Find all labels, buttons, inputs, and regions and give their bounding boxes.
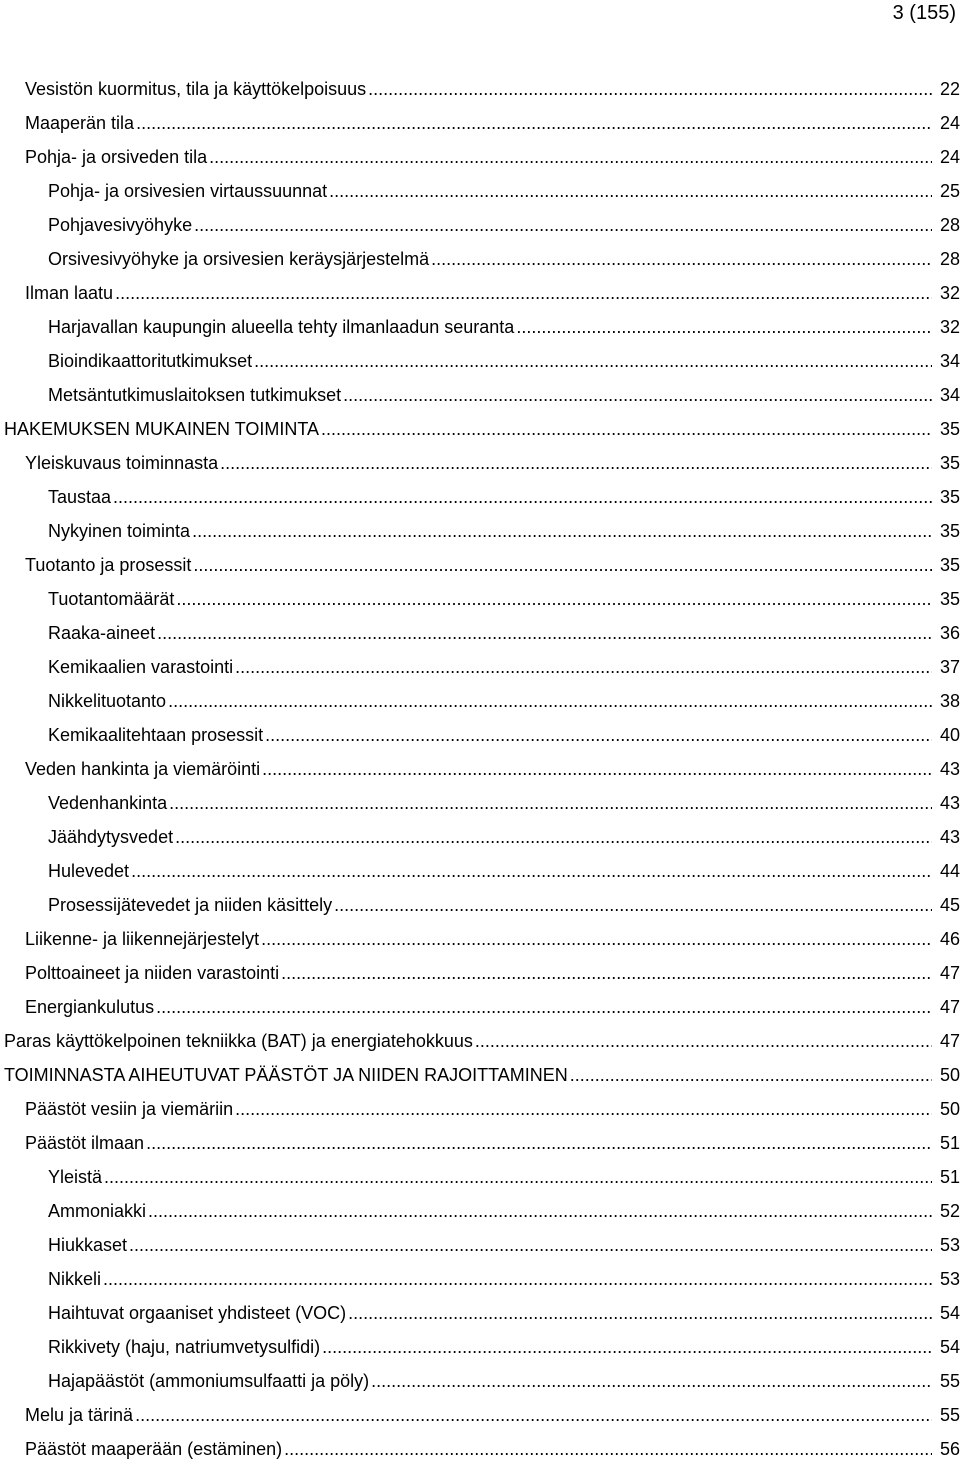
toc-entry[interactable] <box>0 684 960 718</box>
toc-entry-page: 44 <box>939 861 960 881</box>
toc-entry-title: Taustaa <box>48 487 112 507</box>
toc-entry-title: Melu ja tärinä <box>25 1405 134 1425</box>
toc-dot-leader <box>157 616 932 650</box>
toc-entry-page: 43 <box>939 759 960 779</box>
toc-entry-title: Vesistön kuormitus, tila ja käyttökelpoisuus <box>25 79 367 99</box>
toc-dot-leader <box>322 1330 932 1364</box>
toc-dot-leader <box>192 514 932 548</box>
toc-entry[interactable] <box>0 480 960 514</box>
toc-entry-title: Hajapäästöt (ammoniumsulfaatti ja pöly) <box>48 1371 370 1391</box>
toc-entry-title: Pohja- ja orsiveden tila <box>25 147 208 167</box>
toc-entry[interactable] <box>0 752 960 786</box>
toc-entry[interactable] <box>0 582 960 616</box>
toc-dot-leader <box>329 174 932 208</box>
toc-entry-title: Prosessijätevedet ja niiden käsittely <box>48 895 333 915</box>
toc-dot-leader <box>281 956 932 990</box>
table-of-contents <box>0 72 960 1466</box>
toc-entry-title: Nikkelituotanto <box>48 691 167 711</box>
toc-entry-page: 35 <box>939 487 960 507</box>
toc-dot-leader <box>284 1432 932 1466</box>
toc-entry[interactable] <box>0 140 960 174</box>
toc-dot-leader <box>169 786 932 820</box>
toc-entry-title: Nikkeli <box>48 1269 102 1289</box>
toc-dot-leader <box>209 140 932 174</box>
toc-entry-title: Polttoaineet ja niiden varastointi <box>25 963 280 983</box>
toc-entry-page: 47 <box>939 997 960 1017</box>
toc-entry-page: 34 <box>939 351 960 371</box>
toc-entry-title: Raaka-aineet <box>48 623 156 643</box>
toc-entry[interactable] <box>0 344 960 378</box>
toc-dot-leader <box>113 480 932 514</box>
toc-entry[interactable] <box>0 242 960 276</box>
toc-entry[interactable] <box>0 1160 960 1194</box>
toc-dot-leader <box>254 344 932 378</box>
toc-entry[interactable] <box>0 718 960 752</box>
toc-entry-title: Energiankulutus <box>25 997 155 1017</box>
toc-entry-page: 47 <box>939 1031 960 1051</box>
toc-entry-page: 28 <box>939 215 960 235</box>
toc-entry-page: 35 <box>939 521 960 541</box>
toc-entry-page: 35 <box>939 589 960 609</box>
toc-entry[interactable] <box>0 956 960 990</box>
toc-entry-page: 35 <box>939 555 960 575</box>
toc-dot-leader <box>334 888 932 922</box>
toc-entry[interactable] <box>0 276 960 310</box>
toc-entry-page: 32 <box>939 283 960 303</box>
toc-entry-page: 43 <box>939 793 960 813</box>
toc-dot-leader <box>194 208 932 242</box>
toc-dot-leader <box>103 1262 932 1296</box>
toc-entry-title: HAKEMUKSEN MUKAINEN TOIMINTA <box>4 419 320 439</box>
toc-entry[interactable] <box>0 174 960 208</box>
toc-entry-title: Kemikaalitehtaan prosessit <box>48 725 264 745</box>
toc-entry-title: Ammoniakki <box>48 1201 147 1221</box>
toc-entry[interactable] <box>0 1228 960 1262</box>
toc-entry[interactable] <box>0 310 960 344</box>
toc-entry[interactable] <box>0 1092 960 1126</box>
toc-entry-page: 35 <box>939 453 960 473</box>
toc-entry[interactable] <box>0 412 960 446</box>
toc-entry-title: Orsivesivyöhyke ja orsivesien keräysjärjestelmä <box>48 249 430 269</box>
toc-entry-title: Päästöt maaperään (estäminen) <box>25 1439 283 1459</box>
toc-dot-leader <box>135 1398 932 1432</box>
toc-entry[interactable] <box>0 72 960 106</box>
toc-entry-page: 35 <box>939 419 960 439</box>
toc-dot-leader <box>146 1126 932 1160</box>
toc-entry-page: 28 <box>939 249 960 269</box>
toc-dot-leader <box>516 310 932 344</box>
toc-entry-page: 51 <box>939 1133 960 1153</box>
toc-entry[interactable] <box>0 990 960 1024</box>
toc-entry-page: 51 <box>939 1167 960 1187</box>
toc-entry-title: Vedenhankinta <box>48 793 168 813</box>
toc-entry-title: Yleistä <box>48 1167 103 1187</box>
toc-dot-leader <box>235 650 932 684</box>
toc-entry[interactable] <box>0 548 960 582</box>
toc-entry-page: 40 <box>939 725 960 745</box>
toc-entry-page: 24 <box>939 113 960 133</box>
toc-entry-page: 55 <box>939 1371 960 1391</box>
toc-entry-page: 45 <box>939 895 960 915</box>
toc-entry-title: Pohja- ja orsivesien virtaussuunnat <box>48 181 328 201</box>
toc-dot-leader <box>431 242 932 276</box>
toc-entry-page: 37 <box>939 657 960 677</box>
toc-entry[interactable] <box>0 1398 960 1432</box>
toc-entry-title: Hiukkaset <box>48 1235 128 1255</box>
toc-dot-leader <box>220 446 932 480</box>
toc-entry-page: 46 <box>939 929 960 949</box>
toc-entry-page: 24 <box>939 147 960 167</box>
toc-entry-page: 47 <box>939 963 960 983</box>
toc-entry-title: Ilman laatu <box>25 283 114 303</box>
toc-entry[interactable] <box>0 208 960 242</box>
toc-entry[interactable] <box>0 1058 960 1092</box>
toc-entry[interactable] <box>0 1330 960 1364</box>
toc-dot-leader <box>131 854 932 888</box>
toc-dot-leader <box>475 1024 932 1058</box>
toc-entry[interactable] <box>0 378 960 412</box>
toc-entry-title: Yleiskuvaus toiminnasta <box>25 453 219 473</box>
toc-dot-leader <box>168 684 932 718</box>
toc-entry-page: 54 <box>939 1303 960 1323</box>
toc-dot-leader <box>129 1228 932 1262</box>
toc-entry-page: 53 <box>939 1235 960 1255</box>
toc-entry-page: 52 <box>939 1201 960 1221</box>
toc-entry-page: 34 <box>939 385 960 405</box>
toc-entry-title: Jäähdytysvedet <box>48 827 174 847</box>
toc-entry-page: 53 <box>939 1269 960 1289</box>
toc-entry-title: Metsäntutkimuslaitoksen tutkimukset <box>48 385 342 405</box>
toc-entry[interactable] <box>0 1364 960 1398</box>
toc-entry-title: Tuotantomäärät <box>48 589 175 609</box>
toc-dot-leader <box>371 1364 932 1398</box>
toc-dot-leader <box>115 276 932 310</box>
toc-dot-leader <box>261 922 932 956</box>
toc-entry-page: 56 <box>939 1439 960 1459</box>
toc-entry-title: Tuotanto ja prosessit <box>25 555 192 575</box>
toc-entry[interactable] <box>0 1126 960 1160</box>
toc-dot-leader <box>156 990 932 1024</box>
toc-entry-title: Haihtuvat orgaaniset yhdisteet (VOC) <box>48 1303 347 1323</box>
toc-entry-title: TOIMINNASTA AIHEUTUVAT PÄÄSTÖT JA NIIDEN RAJOITTAMINEN <box>4 1065 568 1085</box>
toc-entry-title: Harjavallan kaupungin alueella tehty ilmanlaadun seuranta <box>48 317 515 337</box>
toc-entry-title: Päästöt ilmaan <box>25 1133 145 1153</box>
toc-entry-page: 36 <box>939 623 960 643</box>
toc-entry-title: Liikenne- ja liikennejärjestelyt <box>25 929 260 949</box>
toc-entry[interactable] <box>0 514 960 548</box>
toc-dot-leader <box>265 718 932 752</box>
toc-entry-title: Hulevedet <box>48 861 130 881</box>
toc-entry-title: Veden hankinta ja viemäröinti <box>25 759 261 779</box>
toc-entry-title: Nykyinen toiminta <box>48 521 191 541</box>
toc-entry[interactable] <box>0 854 960 888</box>
toc-entry-title: Bioindikaattoritutkimukset <box>48 351 253 371</box>
toc-entry-page: 22 <box>939 79 960 99</box>
toc-entry[interactable] <box>0 1262 960 1296</box>
toc-entry-page: 50 <box>939 1099 960 1119</box>
toc-entry[interactable] <box>0 1296 960 1330</box>
toc-dot-leader <box>262 752 932 786</box>
toc-dot-leader <box>176 582 932 616</box>
toc-entry-title: Paras käyttökelpoinen tekniikka (BAT) ja energiatehokkuus <box>4 1031 473 1051</box>
toc-entry-title: Päästöt vesiin ja viemäriin <box>25 1099 234 1119</box>
toc-dot-leader <box>175 820 932 854</box>
toc-entry[interactable] <box>0 650 960 684</box>
toc-dot-leader <box>136 106 932 140</box>
toc-dot-leader <box>193 548 932 582</box>
toc-entry[interactable] <box>0 446 960 480</box>
toc-entry-page: 38 <box>939 691 960 711</box>
toc-entry-title: Pohjavesivyöhyke <box>48 215 193 235</box>
toc-entry-title: Rikkivety (haju, natriumvetysulfidi) <box>48 1337 321 1357</box>
toc-dot-leader <box>235 1092 932 1126</box>
toc-dot-leader <box>348 1296 932 1330</box>
toc-entry-page: 25 <box>939 181 960 201</box>
toc-dot-leader <box>148 1194 932 1228</box>
toc-entry-page: 32 <box>939 317 960 337</box>
toc-entry[interactable] <box>0 820 960 854</box>
toc-entry[interactable] <box>0 786 960 820</box>
toc-entry[interactable] <box>0 1432 960 1466</box>
toc-dot-leader <box>368 72 932 106</box>
toc-entry-title: Kemikaalien varastointi <box>48 657 234 677</box>
toc-dot-leader <box>570 1058 932 1092</box>
toc-dot-leader <box>321 412 932 446</box>
toc-entry[interactable] <box>0 1194 960 1228</box>
toc-entry-page: 50 <box>939 1065 960 1085</box>
toc-entry[interactable] <box>0 1024 960 1058</box>
toc-entry[interactable] <box>0 888 960 922</box>
toc-entry-page: 55 <box>939 1405 960 1425</box>
toc-dot-leader <box>104 1160 932 1194</box>
toc-entry[interactable] <box>0 616 960 650</box>
page-number: 3 (155) <box>892 2 956 24</box>
toc-dot-leader <box>343 378 932 412</box>
toc-entry-page: 43 <box>939 827 960 847</box>
toc-entry-title: Maaperän tila <box>25 113 135 133</box>
toc-entry[interactable] <box>0 106 960 140</box>
toc-entry[interactable] <box>0 922 960 956</box>
toc-entry-page: 54 <box>939 1337 960 1357</box>
